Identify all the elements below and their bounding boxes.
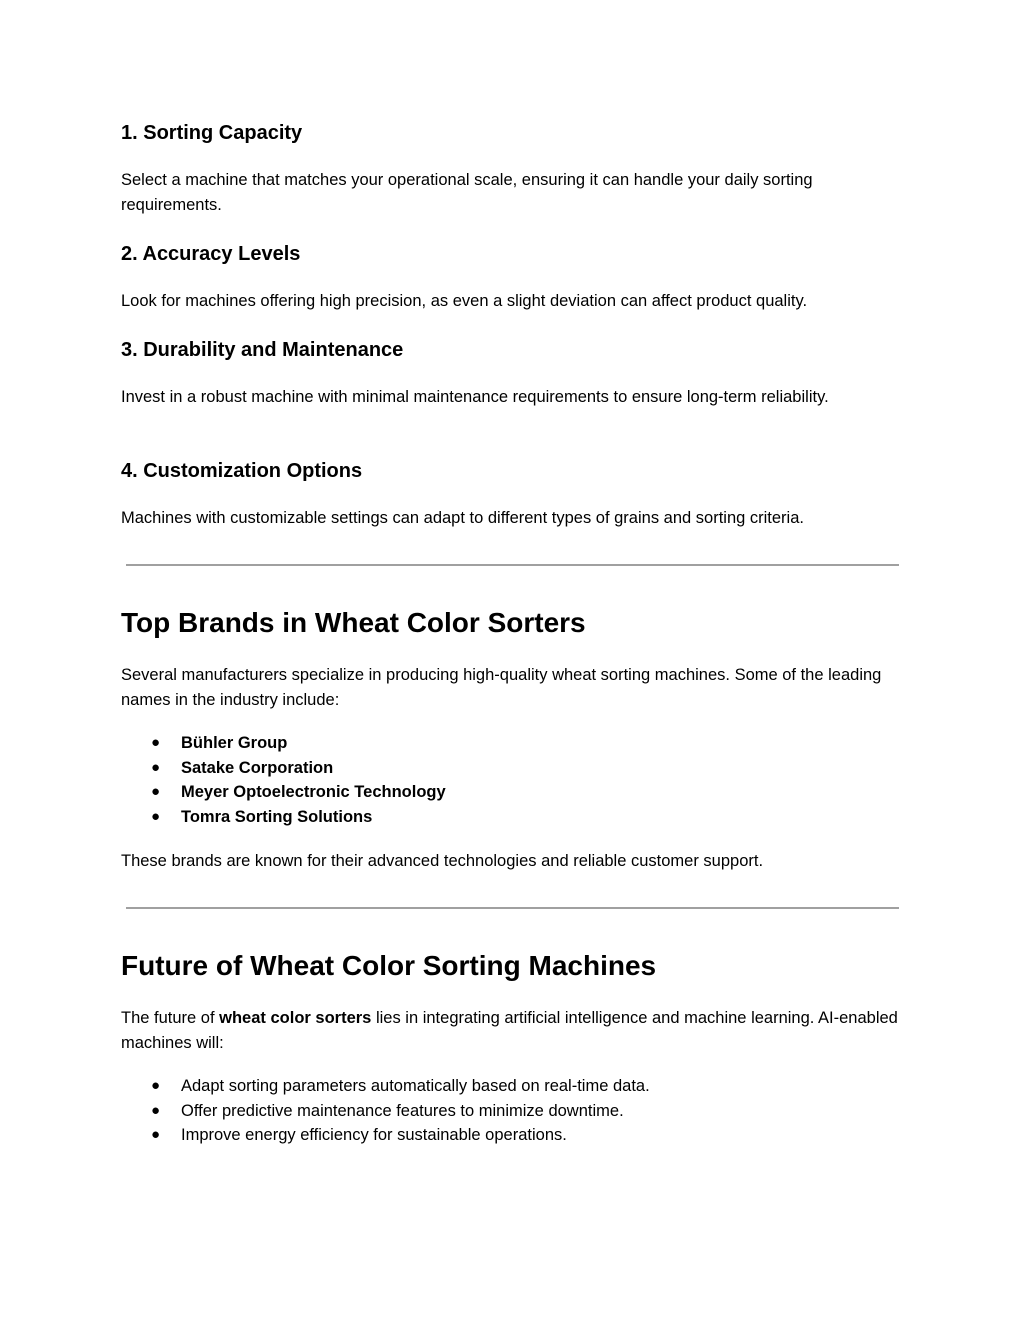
bullet-icon: ● — [151, 1101, 161, 1119]
bullet-icon: ● — [151, 1077, 161, 1094]
future-heading: Future of Wheat Color Sorting Machines — [121, 950, 657, 981]
brand-name: Tomra Sorting Solutions — [181, 807, 373, 826]
future-intro-bold-term: wheat color sorters — [219, 1009, 372, 1027]
top-brands-heading: Top Brands in Wheat Color Sorters — [121, 607, 586, 638]
section-heading-durability: 3. Durability and Maintenance — [121, 339, 404, 361]
future-item: Offer predictive maintenance features to minimize downtime. — [181, 1101, 624, 1120]
top-brands-intro: Several manufacturers specialize in producing high-quality wheat sorting machines. Some of the leading names in the industry include: — [121, 666, 882, 709]
top-brands-outro: These brands are known for their advanced technologies and reliable customer support. — [121, 852, 764, 870]
section-heading-customization: 4. Customization Options — [121, 460, 363, 482]
list-item — [121, 1074, 650, 1099]
list-item — [121, 756, 446, 781]
future-item: Adapt sorting parameters automatically based on real-time data. — [181, 1077, 650, 1095]
section-body-accuracy-levels: Look for machines offering high precision, as even a slight deviation can affect product quality. — [121, 292, 808, 310]
horizontal-divider — [126, 564, 899, 566]
list-item — [121, 780, 446, 805]
section-heading-sorting-capacity: 1. Sorting Capacity — [121, 122, 303, 144]
bullet-icon: ● — [151, 1126, 161, 1143]
bullet-icon: ● — [151, 807, 161, 825]
list-item — [121, 1099, 650, 1124]
section-body-durability: Invest in a robust machine with minimal maintenance requirements to ensure long-term reliability. — [121, 388, 829, 406]
brand-name: Meyer Optoelectronic Technology — [181, 783, 446, 801]
section-body-sorting-capacity: Select a machine that matches your operational scale, ensuring it can handle your daily sorting requirements. — [121, 171, 813, 214]
list-item — [121, 1123, 650, 1148]
future-intro-text-start: The future of — [121, 1009, 220, 1027]
future-item: Improve energy efficiency for sustainable operations. — [181, 1126, 567, 1144]
list-item — [121, 731, 446, 756]
brands-list — [121, 731, 446, 829]
bullet-icon: ● — [151, 758, 161, 776]
list-item — [121, 805, 446, 830]
section-heading-accuracy-levels: 2. Accuracy Levels — [121, 243, 301, 265]
section-body-customization: Machines with customizable settings can adapt to different types of grains and sorting criteria. — [121, 509, 804, 527]
bullet-icon: ● — [151, 734, 161, 751]
future-intro-text-end: lies in integrating artificial intelligence and machine learning. AI-enabled machines will: — [121, 1009, 898, 1052]
bullet-icon: ● — [151, 783, 161, 800]
horizontal-divider — [126, 907, 899, 909]
future-intro — [121, 1006, 901, 1055]
brand-name: Bühler Group — [181, 734, 288, 752]
brand-name: Satake Corporation — [181, 758, 334, 777]
future-list — [121, 1074, 650, 1148]
